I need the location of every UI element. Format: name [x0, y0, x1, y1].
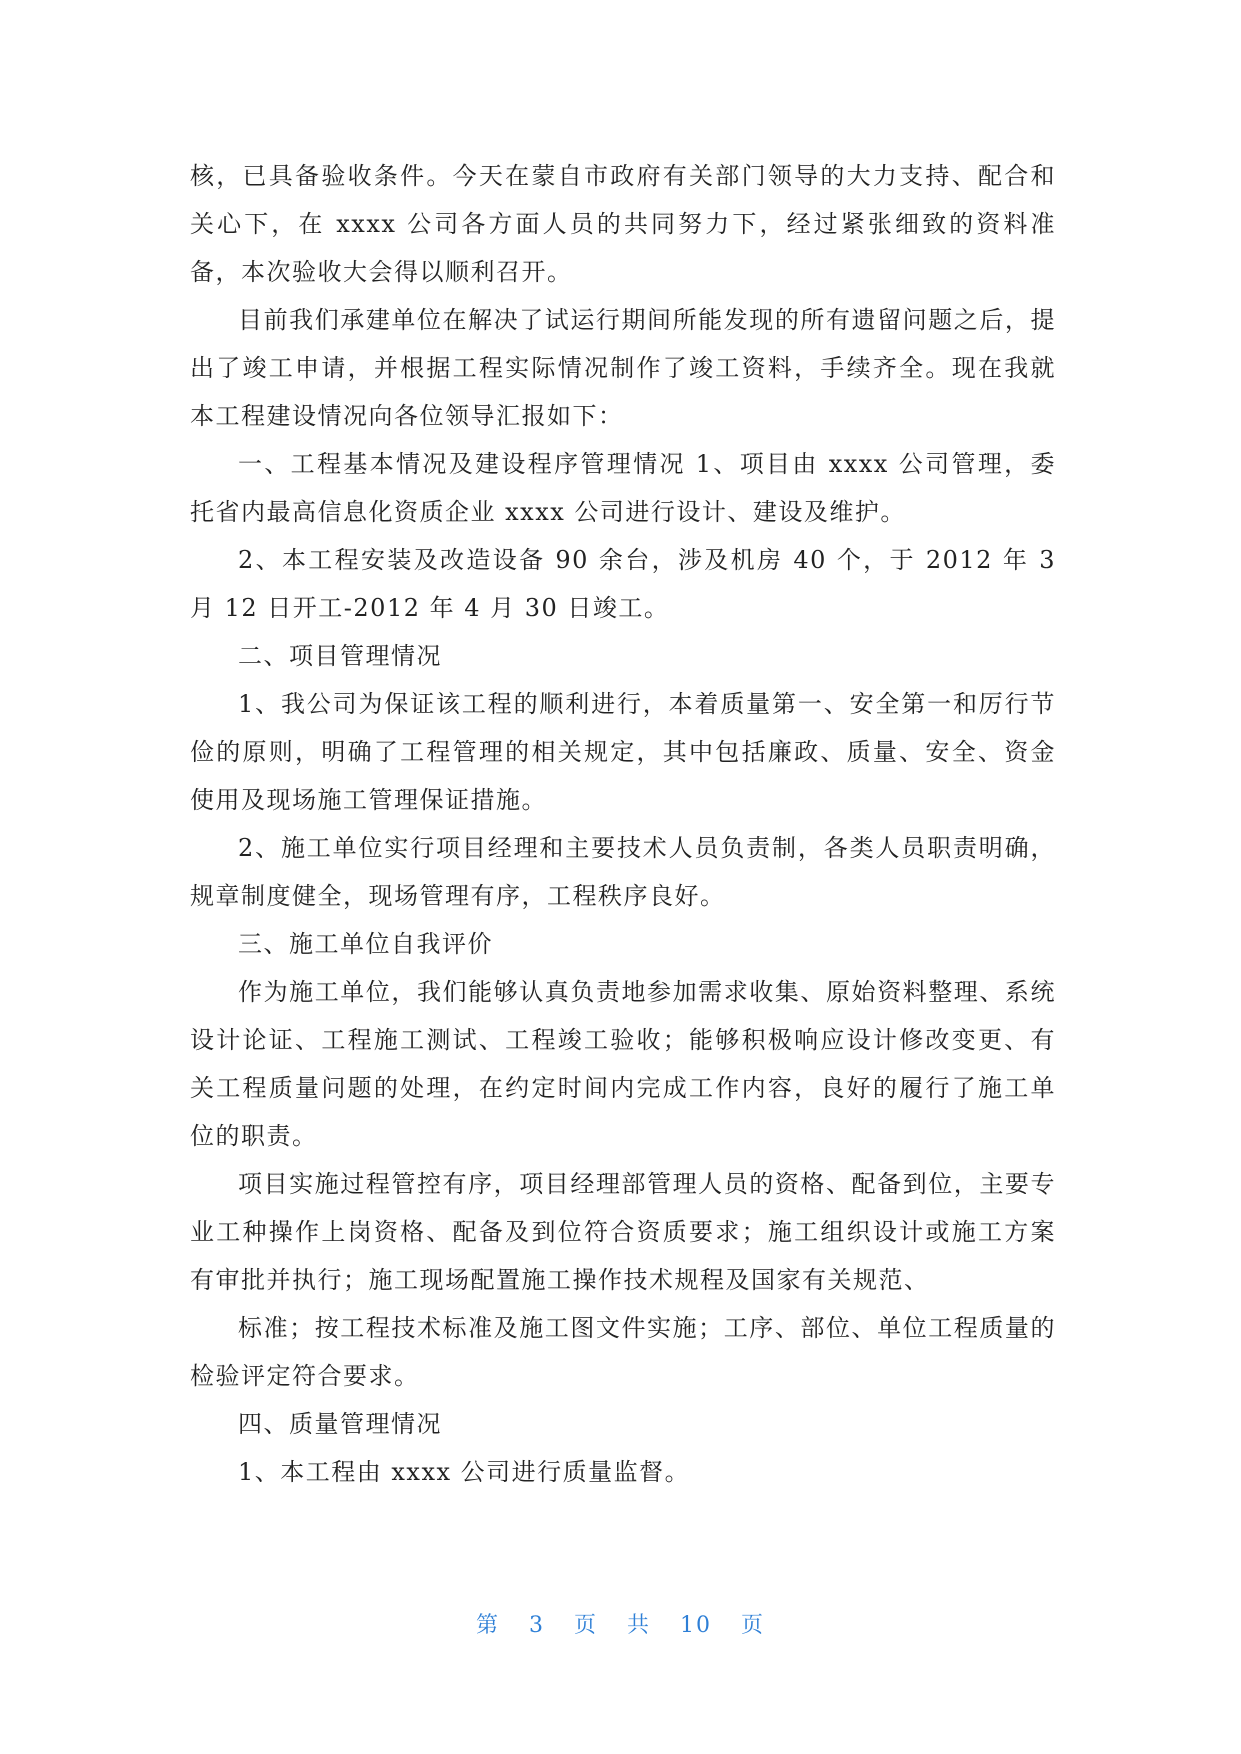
section-heading: 三、施工单位自我评价 — [238, 930, 493, 958]
paragraph: 项目实施过程管控有序，项目经理部管理人员的资格、配备到位，主要专业工种操作上岗资格、配备及到位符合资质要求；施工组织设计或施工方案有审批并执行；施工现场配置施工操作技术规程及国家有关规范、 — [190, 1170, 1056, 1294]
paragraph: 核，已具备验收条件。今天在蒙自市政府有关部门领导的大力支持、配合和关心下，在 xxxx 公司各方面人员的共同努力下，经过紧张细致的资料准备，本次验收大会得以顺利召开。 — [190, 162, 1056, 286]
document-body — [190, 152, 1056, 1496]
paragraph: 一、工程基本情况及建设程序管理情况 1、项目由 xxxx 公司管理，委托省内最高信息化资质企业 xxxx 公司进行设计、建设及维护。 — [190, 450, 1056, 526]
paragraph: 2、本工程安装及改造设备 90 余台，涉及机房 40 个，于 2012 年 3 月 12 日开工-2012 年 4 月 30 日竣工。 — [190, 546, 1056, 622]
paragraph: 标准；按工程技术标准及施工图文件实施；工序、部位、单位工程质量的检验评定符合要求。 — [190, 1314, 1056, 1390]
section-heading: 二、项目管理情况 — [238, 642, 442, 670]
paragraph: 目前我们承建单位在解决了试运行期间所能发现的所有遗留问题之后，提出了竣工申请，并根据工程实际情况制作了竣工资料，手续齐全。现在我就本工程建设情况向各位领导汇报如下： — [190, 306, 1056, 430]
paragraph: 2、施工单位实行项目经理和主要技术人员负责制，各类人员职责明确，规章制度健全，现场管理有序，工程秩序良好。 — [190, 834, 1056, 910]
section-heading: 四、质量管理情况 — [238, 1410, 442, 1438]
paragraph: 作为施工单位，我们能够认真负责地参加需求收集、原始资料整理、系统设计论证、工程施工测试、工程竣工验收；能够积极响应设计修改变更、有关工程质量问题的处理，在约定时间内完成工作内容，良好的履行了施工单位的职责。 — [190, 978, 1056, 1150]
paragraph: 1、我公司为保证该工程的顺利进行，本着质量第一、安全第一和厉行节俭的原则，明确了工程管理的相关规定，其中包括廉政、质量、安全、资金使用及现场施工管理保证措施。 — [190, 690, 1056, 814]
paragraph: 1、本工程由 xxxx 公司进行质量监督。 — [238, 1458, 691, 1486]
page-number-footer: 第 3 页 共 10 页 — [476, 1613, 765, 1638]
